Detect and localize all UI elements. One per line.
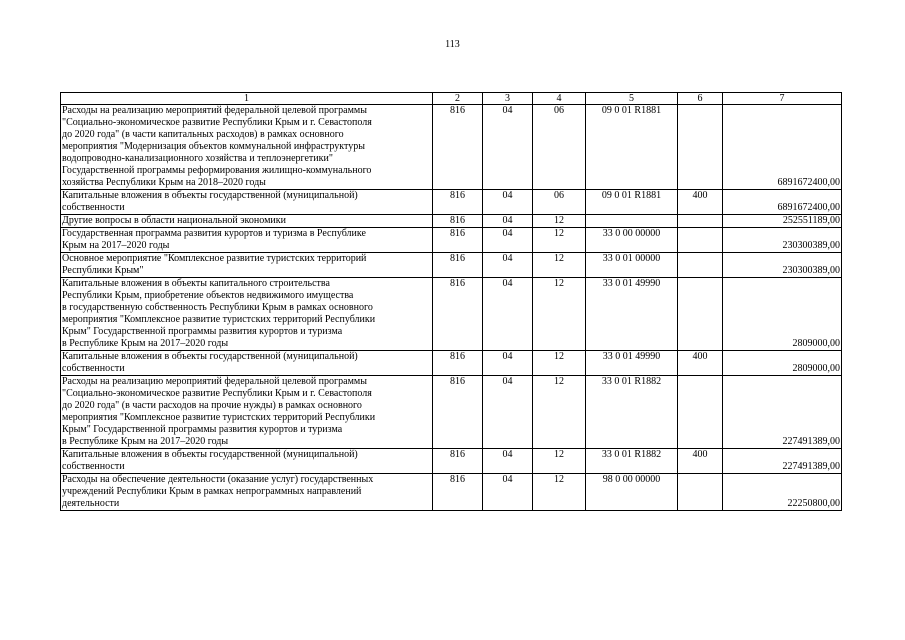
subsection-code: 12 bbox=[533, 215, 586, 228]
column-header-4: 4 bbox=[533, 93, 586, 105]
subsection-code: 06 bbox=[533, 105, 586, 190]
column-header-1: 1 bbox=[61, 93, 433, 105]
expenditure-name: Расходы на реализацию мероприятий федеральной целевой программы "Социально-экономическое развитие Республики Крым и г. Севастополя до 2020 года" (в части капитальных расходов) в рамках основного мероприятия "Модернизация объектов коммунальной инфраструктуры водопроводно-канализационного хозяйства и теплоэнергетики" Государственной программы реформирования жилищно-коммунального хозяйства Республики Крым на 2018–2020 годы bbox=[61, 105, 433, 190]
expense-type-code: 400 bbox=[678, 449, 723, 474]
column-header-5: 5 bbox=[586, 93, 678, 105]
ministry-code: 816 bbox=[433, 190, 483, 215]
section-code: 04 bbox=[483, 228, 533, 253]
table-row bbox=[61, 278, 842, 351]
column-header-6: 6 bbox=[678, 93, 723, 105]
expenditure-name: Капитальные вложения в объекты государственной (муниципальной) собственности bbox=[61, 351, 433, 376]
subsection-code: 12 bbox=[533, 278, 586, 351]
subsection-code: 12 bbox=[533, 351, 586, 376]
expense-type-code bbox=[678, 228, 723, 253]
expenditure-name: Государственная программа развития курортов и туризма в Республике Крым на 2017–2020 годы bbox=[61, 228, 433, 253]
ministry-code: 816 bbox=[433, 215, 483, 228]
target-article-code: 09 0 01 R1881 bbox=[586, 105, 678, 190]
expense-type-code bbox=[678, 278, 723, 351]
expenditure-name: Расходы на обеспечение деятельности (оказание услуг) государственных учреждений Республики Крым в рамках непрограммных направлений деятельности bbox=[61, 474, 433, 511]
target-article-code bbox=[586, 215, 678, 228]
table-row bbox=[61, 253, 842, 278]
section-code: 04 bbox=[483, 449, 533, 474]
table-row bbox=[61, 215, 842, 228]
table-row bbox=[61, 474, 842, 511]
ministry-code: 816 bbox=[433, 278, 483, 351]
column-header-7: 7 bbox=[723, 93, 842, 105]
expenditure-name: Основное мероприятие "Комплексное развитие туристских территорий Республики Крым" bbox=[61, 253, 433, 278]
amount: 6891672400,00 bbox=[723, 105, 842, 190]
amount: 230300389,00 bbox=[723, 228, 842, 253]
expense-type-code bbox=[678, 376, 723, 449]
subsection-code: 06 bbox=[533, 190, 586, 215]
table-row bbox=[61, 228, 842, 253]
amount: 227491389,00 bbox=[723, 449, 842, 474]
budget-table bbox=[60, 92, 842, 511]
subsection-code: 12 bbox=[533, 376, 586, 449]
amount: 22250800,00 bbox=[723, 474, 842, 511]
ministry-code: 816 bbox=[433, 449, 483, 474]
ministry-code: 816 bbox=[433, 253, 483, 278]
target-article-code: 98 0 00 00000 bbox=[586, 474, 678, 511]
expenditure-name: Капитальные вложения в объекты государственной (муниципальной) собственности bbox=[61, 190, 433, 215]
amount: 2809000,00 bbox=[723, 278, 842, 351]
expense-type-code: 400 bbox=[678, 351, 723, 376]
subsection-code: 12 bbox=[533, 228, 586, 253]
amount: 252551189,00 bbox=[723, 215, 842, 228]
expense-type-code bbox=[678, 253, 723, 278]
section-code: 04 bbox=[483, 474, 533, 511]
table-row bbox=[61, 351, 842, 376]
table-header-row bbox=[61, 93, 842, 105]
expenditure-name: Капитальные вложения в объекты капитального строительства Республики Крым, приобретение объектов недвижимого имущества в государственную собственность Республики Крым в рамках основного мероприятия "Комплексное развитие туристских территорий Республики Крым" Государственной программы развития курортов и туризма в Республике Крым на 2017–2020 годы bbox=[61, 278, 433, 351]
target-article-code: 33 0 00 00000 bbox=[586, 228, 678, 253]
table-row bbox=[61, 376, 842, 449]
target-article-code: 33 0 01 R1882 bbox=[586, 449, 678, 474]
section-code: 04 bbox=[483, 105, 533, 190]
expense-type-code bbox=[678, 105, 723, 190]
table-row bbox=[61, 449, 842, 474]
amount: 2809000,00 bbox=[723, 351, 842, 376]
target-article-code: 09 0 01 R1881 bbox=[586, 190, 678, 215]
ministry-code: 816 bbox=[433, 228, 483, 253]
section-code: 04 bbox=[483, 253, 533, 278]
table-row bbox=[61, 190, 842, 215]
target-article-code: 33 0 01 00000 bbox=[586, 253, 678, 278]
expenditure-name: Другие вопросы в области национальной экономики bbox=[61, 215, 433, 228]
section-code: 04 bbox=[483, 351, 533, 376]
expenditure-name: Капитальные вложения в объекты государственной (муниципальной) собственности bbox=[61, 449, 433, 474]
table-row bbox=[61, 105, 842, 190]
ministry-code: 816 bbox=[433, 351, 483, 376]
amount: 6891672400,00 bbox=[723, 190, 842, 215]
section-code: 04 bbox=[483, 376, 533, 449]
column-header-2: 2 bbox=[433, 93, 483, 105]
target-article-code: 33 0 01 49990 bbox=[586, 278, 678, 351]
expenditure-name: Расходы на реализацию мероприятий федеральной целевой программы "Социально-экономическое развитие Республики Крым и г. Севастополя до 2020 года" (в части расходов на прочие нужды) в рамках основного мероприятия "Комплексное развитие туристских территорий Республики Крым" Государственной программы развития курортов и туризма в Республике Крым на 2017–2020 годы bbox=[61, 376, 433, 449]
page-number: 113 bbox=[445, 39, 460, 50]
expense-type-code bbox=[678, 474, 723, 511]
amount: 227491389,00 bbox=[723, 376, 842, 449]
ministry-code: 816 bbox=[433, 474, 483, 511]
subsection-code: 12 bbox=[533, 253, 586, 278]
subsection-code: 12 bbox=[533, 474, 586, 511]
amount: 230300389,00 bbox=[723, 253, 842, 278]
target-article-code: 33 0 01 49990 bbox=[586, 351, 678, 376]
section-code: 04 bbox=[483, 278, 533, 351]
ministry-code: 816 bbox=[433, 376, 483, 449]
column-header-3: 3 bbox=[483, 93, 533, 105]
target-article-code: 33 0 01 R1882 bbox=[586, 376, 678, 449]
section-code: 04 bbox=[483, 190, 533, 215]
expense-type-code bbox=[678, 215, 723, 228]
section-code: 04 bbox=[483, 215, 533, 228]
ministry-code: 816 bbox=[433, 105, 483, 190]
subsection-code: 12 bbox=[533, 449, 586, 474]
expense-type-code: 400 bbox=[678, 190, 723, 215]
